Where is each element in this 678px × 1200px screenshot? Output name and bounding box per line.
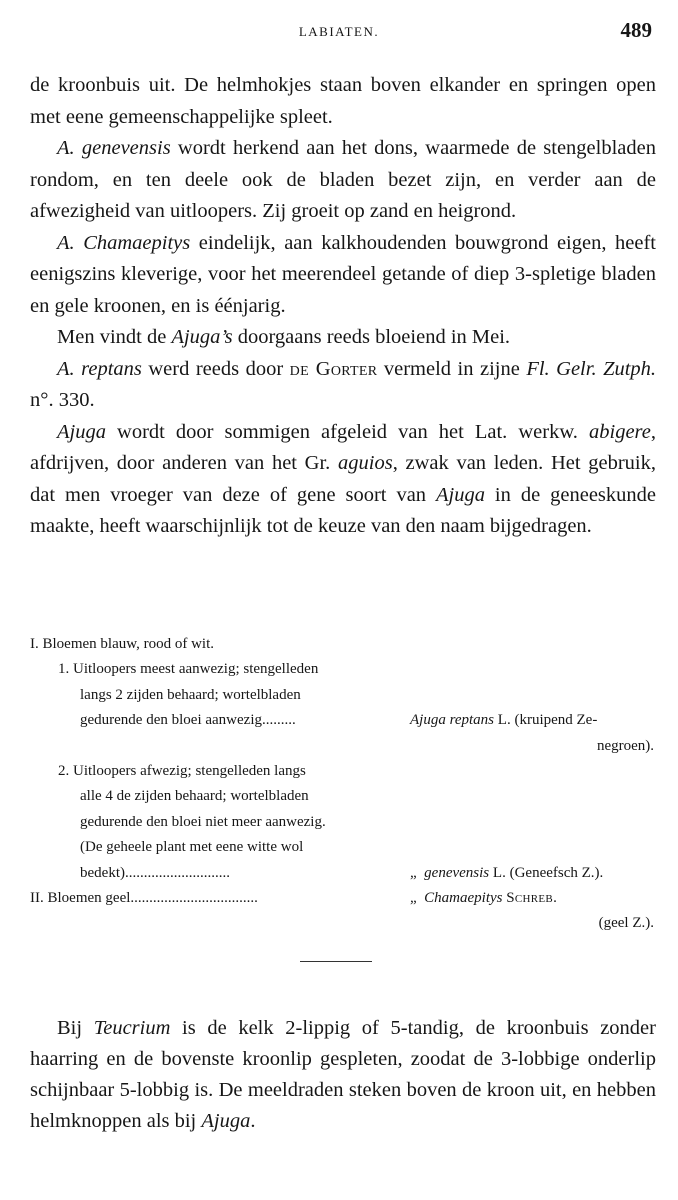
taxon-name: Chamaepitys bbox=[424, 890, 503, 907]
leader-dots: .................................. bbox=[130, 890, 258, 907]
paragraph-reptans: A. reptans werd reeds door de Gorter vermeld in zijne Fl. Gelr. Zutph. n°. 330. bbox=[30, 357, 657, 411]
species-name: A. reptans bbox=[57, 357, 142, 380]
paragraph-continuation: de kroonbuis uit. De helmhokjes staan boven elkander en springen open met eene gemeenschappelijke spleet. bbox=[30, 74, 656, 128]
paragraph-etymology: Ajuga wordt door sommigen afgeleid van het Lat. werkw. abigere, afdrijven, door anderen van het Gr. aguios, zwak van leden. Het gebruik, dat men vroeger van deze of gene soort van Ajuga in de geneeskunde maakte, heeft waarschijnlijk tot de keuze van den naam bijgedragen. bbox=[30, 420, 656, 537]
taxon-entry bbox=[410, 708, 597, 733]
key-group-i bbox=[30, 632, 660, 657]
common-name: (Geneefsch Z.). bbox=[509, 864, 604, 881]
taxon-entry bbox=[410, 861, 603, 886]
key-item-1 bbox=[30, 657, 660, 682]
ditto-mark: „ bbox=[410, 890, 417, 907]
key-text: Bloemen blauw, rood of wit. bbox=[42, 636, 214, 652]
leader-dots: ......... bbox=[262, 712, 296, 729]
key-text: Uitloopers afwezig; stengelleden langs bbox=[73, 763, 306, 780]
running-head: LABIATEN. bbox=[298, 24, 380, 39]
genus-name: Ajuga bbox=[436, 483, 485, 506]
key-line: langs 2 zijden behaard; wortelbladen bbox=[80, 686, 301, 703]
key-line: alle 4 de zijden behaard; wortelbladen bbox=[80, 788, 309, 805]
section-divider bbox=[300, 961, 372, 962]
taxon-author: Schreb. bbox=[506, 890, 558, 907]
key-group-ii: II. Bloemen geel.................................. „ Chamaepitys Schreb. bbox=[30, 886, 660, 911]
main-text bbox=[30, 70, 656, 543]
species-name: A. Chamaepitys bbox=[57, 231, 191, 254]
common-name-continued: (geel Z.). bbox=[598, 915, 654, 932]
key-lead-line: bedekt)............................ „ genevensis L. (Geneefsch Z.). bbox=[30, 861, 660, 886]
genus-name: Ajuga bbox=[57, 420, 106, 443]
species-name: A. genevensis bbox=[57, 137, 171, 159]
key-line: (De geheele plant met eene witte wol bbox=[80, 839, 304, 856]
paragraph-teucrium: Bij Teucrium is de kelk 2-lippig of 5-tandig, de kroonbuis zonder haarring en de bovenste kroonlip gespleten, zoodat de 3-lobbige onderlip schijnbaar 5-lobbig is. De meeldraden steken boven de kroon uit, en hebben helmknoppen als bij Ajuga. bbox=[30, 1017, 656, 1132]
key-text: Uitloopers meest aanwezig; stengelleden bbox=[73, 661, 319, 678]
leader-dots: ............................ bbox=[124, 864, 230, 881]
common-name-continued: negroen). bbox=[596, 737, 654, 754]
taxon-author: L. bbox=[497, 712, 511, 729]
identification-key bbox=[30, 632, 660, 937]
genus-name: Ajuga’s bbox=[171, 326, 233, 348]
key-label: I. bbox=[30, 636, 39, 652]
taxon-name: Ajuga reptans bbox=[410, 712, 495, 729]
greek-word: aguios bbox=[338, 452, 393, 474]
paragraph-flowering: Men vindt de Ajuga’s doorgaans reeds bloeiend in Mei. bbox=[57, 326, 511, 348]
page-header bbox=[0, 18, 678, 48]
taxon-entry bbox=[410, 886, 557, 911]
paragraph-chamaepitys: A. Chamaepitys eindelijk, aan kalkhoudenden bouwgrond eigen, heeft eenigszins kleverige, voor het meerendeel getande of diep 3-spletige bladen en gele kroonen, en is éénjarig. bbox=[30, 231, 656, 317]
author-name: de Gorter bbox=[289, 357, 378, 380]
ditto-mark: „ bbox=[410, 864, 417, 881]
key-item-2 bbox=[30, 759, 660, 784]
key-line: gedurende den bloei niet meer aanwezig. bbox=[80, 813, 326, 830]
latin-word: abigere bbox=[589, 420, 651, 443]
reference-title: Fl. Gelr. Zutph. bbox=[526, 357, 657, 380]
paragraph-genevensis: A. genevensis wordt herkend aan het dons, waarmede de stengelbladen rondom, en ten deele ook de bladen bezet zijn, en verder aan de afwezigheid van uitloopers. Zij groeit op zand en heigrond. bbox=[30, 137, 656, 222]
key-lead-line: gedurende den bloei aanwezig......... Ajuga reptans L. (kruipend Ze- bbox=[30, 708, 660, 733]
teucrium-text bbox=[30, 1013, 656, 1137]
taxon-author: L. bbox=[492, 864, 506, 881]
genus-name: Ajuga bbox=[201, 1110, 251, 1132]
page-number: 489 bbox=[620, 18, 652, 42]
key-label: 2. bbox=[58, 763, 70, 780]
taxon-name: genevensis bbox=[424, 864, 490, 881]
genus-name: Teucrium bbox=[93, 1017, 171, 1039]
key-label: II. bbox=[30, 890, 44, 907]
common-name: (kruipend Ze- bbox=[514, 712, 598, 729]
key-label: 1. bbox=[58, 661, 70, 678]
